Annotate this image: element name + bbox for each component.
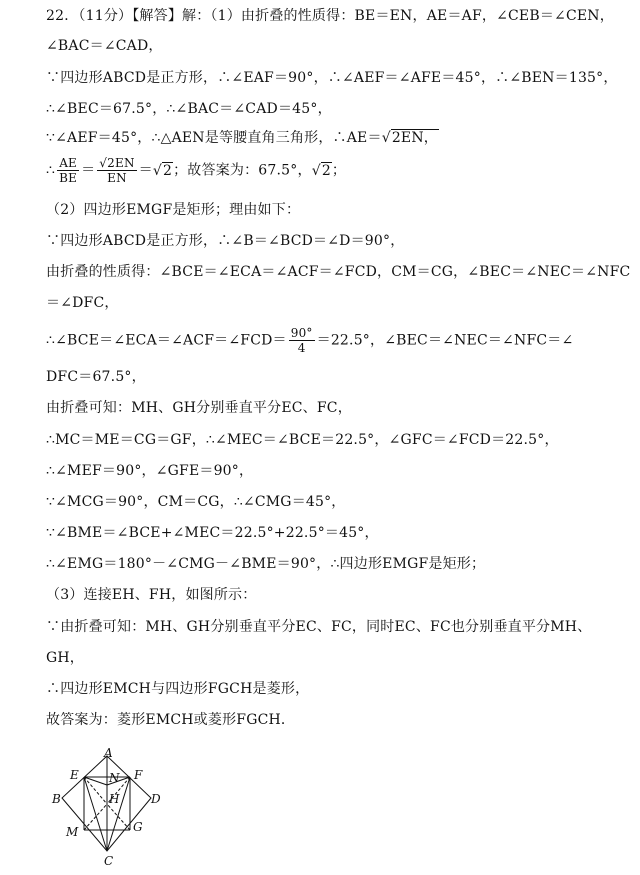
fraction-ae-be-numerator: AE [57,156,79,171]
sqrt-radicand: 2EN， [391,130,438,146]
label-g: G [133,820,143,834]
text-line-10: ＝∠DFC， [46,295,119,311]
equals-sign: ＝ [81,162,96,179]
text-line-7: （2）四边形EMGF是矩形；理由如下： [46,202,301,218]
text-line-12: DFC＝67.5°， [46,369,146,385]
answer-tail: ；故答案为：67.5°， [173,162,312,179]
answer-sqrt-2: √2 [311,162,331,179]
fraction-sqrt2en-numerator: √2EN [99,156,135,170]
text-line-20: ∵由折叠可知：MH、GH分别垂直平分EC、FC，同时EC、FC也分别垂直平分MH、 [46,619,592,635]
fraction-sqrt2en-en [97,156,136,185]
therefore-symbol: ∴ [46,162,56,179]
fraction-90-4-numerator: 90° [290,326,313,340]
text-line-3: ∵四边形ABCD是正方形，∴∠EAF＝90°，∴∠AEF＝∠AFE＝45°，∴∠BEN＝135°， [46,70,618,86]
fraction-90-4-denominator: 4 [297,341,306,355]
label-e: E [70,768,79,782]
text-line-16: ∵∠MCG＝90°，CM＝CG，∴∠CMG＝45°， [46,494,346,510]
label-f: F [134,768,143,782]
fraction-numerator-radicand: 2 [107,156,115,170]
line-fc [107,777,130,851]
fraction-ae-be-denominator: BE [59,171,78,185]
text-line-23: 故答案为：菱形EMCH或菱形FGCH． [46,712,296,728]
text-line-5-start: ∵∠AEF＝45°，∴△AEN是等腰直角三角形，∴AE＝ [46,130,382,146]
text-line-11-tail: ＝22.5°，∠BEC＝∠NEC＝∠NFC＝∠ [316,332,574,349]
label-d: D [151,792,161,806]
text-line-6 [46,156,616,185]
equals-sign-2: ＝ [138,162,153,179]
text-line-11-start: ∴∠BCE＝∠ECA＝∠ACF＝∠FCD＝ [46,332,287,349]
fraction-sqrt2en-denominator: EN [107,171,127,185]
text-line-5 [46,128,616,148]
text-line-18: ∴∠EMG＝180°－∠CMG－∠BME＝90°，∴四边形EMGF是矩形； [46,556,486,572]
answer-end: ； [331,162,347,179]
text-line-19: （3）连接EH、FH，如图所示： [46,587,257,603]
text-line-1: 22．（11分）【解答】解：（1）由折叠的性质得：BE＝EN，AE＝AF，∠CEB＝∠CEN， [46,8,614,24]
fraction-numerator-tail: EN [115,156,135,170]
text-line-15: ∴∠MEF＝90°，∠GFE＝90°， [46,463,254,479]
line-ec [84,777,107,851]
text-line-11 [46,326,616,355]
text-line-13: 由折叠可知：MH、GH分别垂直平分EC、FC， [46,400,352,416]
sqrt-2-radicand: 2 [163,162,173,179]
text-line-17: ∵∠BME＝∠BCE+∠MEC＝22.5°+22.5°＝45°， [46,525,379,541]
fraction-ae-be [57,156,79,185]
geometry-figure [48,746,178,871]
text-line-4: ∴∠BEC＝67.5°，∴∠BAC＝∠CAD＝45°， [46,101,332,117]
text-line-22: ∴四边形EMCH与四边形FGCH是菱形， [46,681,310,697]
text-line-9: 由折叠的性质得：∠BCE＝∠ECA＝∠ACF＝∠FCD，CM＝CG，∠BEC＝∠NEC＝∠NFC [46,264,631,280]
label-b: B [52,792,61,806]
label-n: N [109,771,120,785]
text-line-21: GH， [46,650,84,666]
fraction-90-4 [289,326,315,355]
label-h: H [109,792,120,806]
text-line-14: ∴MC＝ME＝CG＝GF，∴∠MEC＝∠BCE＝22.5°，∠GFC＝∠FCD＝22.5°， [46,432,559,448]
line-gh-dashed [107,804,130,830]
sqrt-2: √2 [152,162,173,179]
label-a: A [104,746,113,760]
label-c: C [104,854,114,868]
label-m: M [66,825,79,839]
text-line-2: ∠BAC＝∠CAD， [46,38,163,54]
sqrt-expression: √2EN， [381,130,438,146]
text-line-8: ∵四边形ABCD是正方形，∴∠B＝∠BCD＝∠D＝90°， [46,233,405,249]
line-mh-dashed [84,804,107,830]
answer-sqrt-2-radicand: 2 [321,162,331,179]
